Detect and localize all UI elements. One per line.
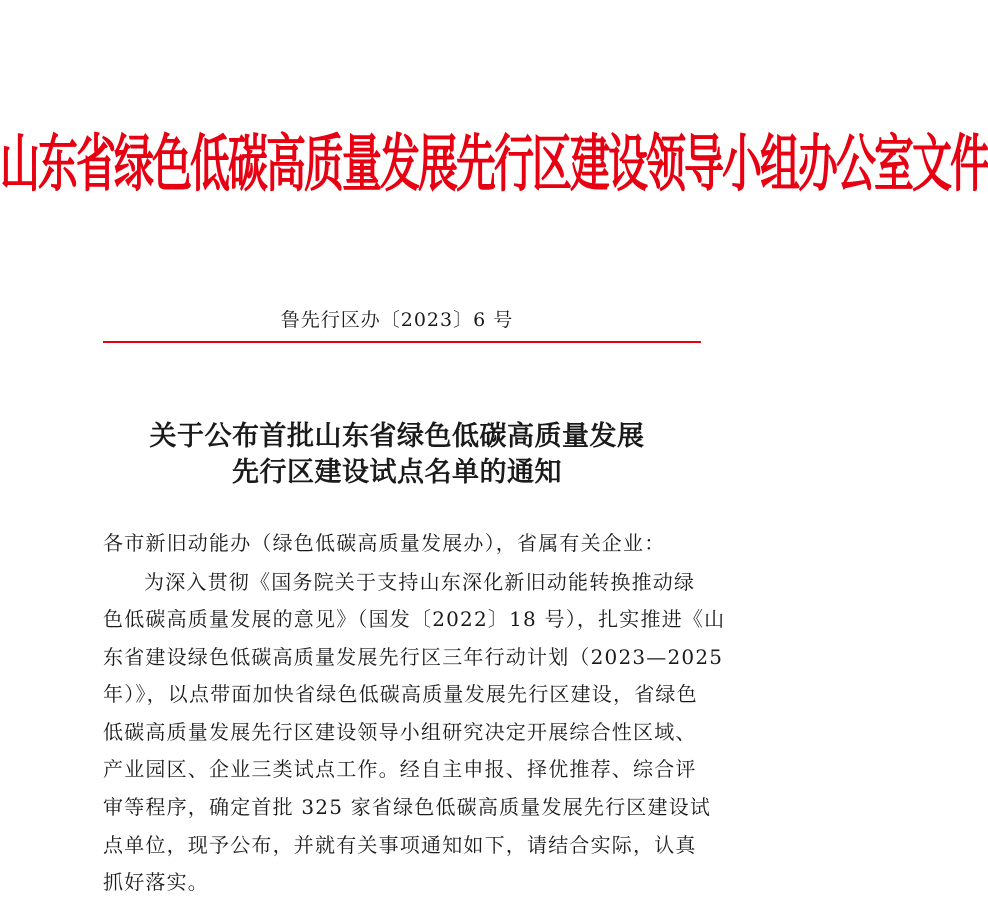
document-number: 鲁先行区办〔2023〕6 号 <box>280 309 514 331</box>
body-line: 产业园区、企业三类试点工作。经自主申报、择优推荐、综合评 <box>103 757 697 781</box>
notice-title-line-2: 先行区建设试点名单的通知 <box>232 457 562 488</box>
issuer-header: 山东省绿色低碳高质量发展先行区建设领导小组办公室文件 <box>0 129 988 201</box>
body-line: 为深入贯彻《国务院关于支持山东深化新旧动能转换推动绿 <box>144 570 696 594</box>
body-line: 年）》，以点带面加快省绿色低碳高质量发展先行区建设，省绿色 <box>103 682 698 706</box>
body-line: 审等程序，确定首批 325 家省绿色低碳高质量发展先行区建设试 <box>103 795 712 819</box>
body-line: 低碳高质量发展先行区建设领导小组研究决定开展综合性区域、 <box>103 720 697 744</box>
body-line: 抓好落实。 <box>103 870 209 894</box>
notice-title-line-1: 关于公布首批山东省绿色低碳高质量发展 <box>149 421 645 452</box>
body-line: 色低碳高质量发展的意见》（国发〔2022〕18 号），扎实推进《山 <box>103 607 726 631</box>
red-separator-line <box>103 341 701 343</box>
body-line: 东省建设绿色低碳高质量发展先行区三年行动计划（2023—2025 <box>103 645 724 669</box>
salutation: 各市新旧动能办（绿色低碳高质量发展办），省属有关企业： <box>103 531 666 555</box>
body-line: 点单位，现予公布，并就有关事项通知如下，请结合实际，认真 <box>103 833 697 857</box>
